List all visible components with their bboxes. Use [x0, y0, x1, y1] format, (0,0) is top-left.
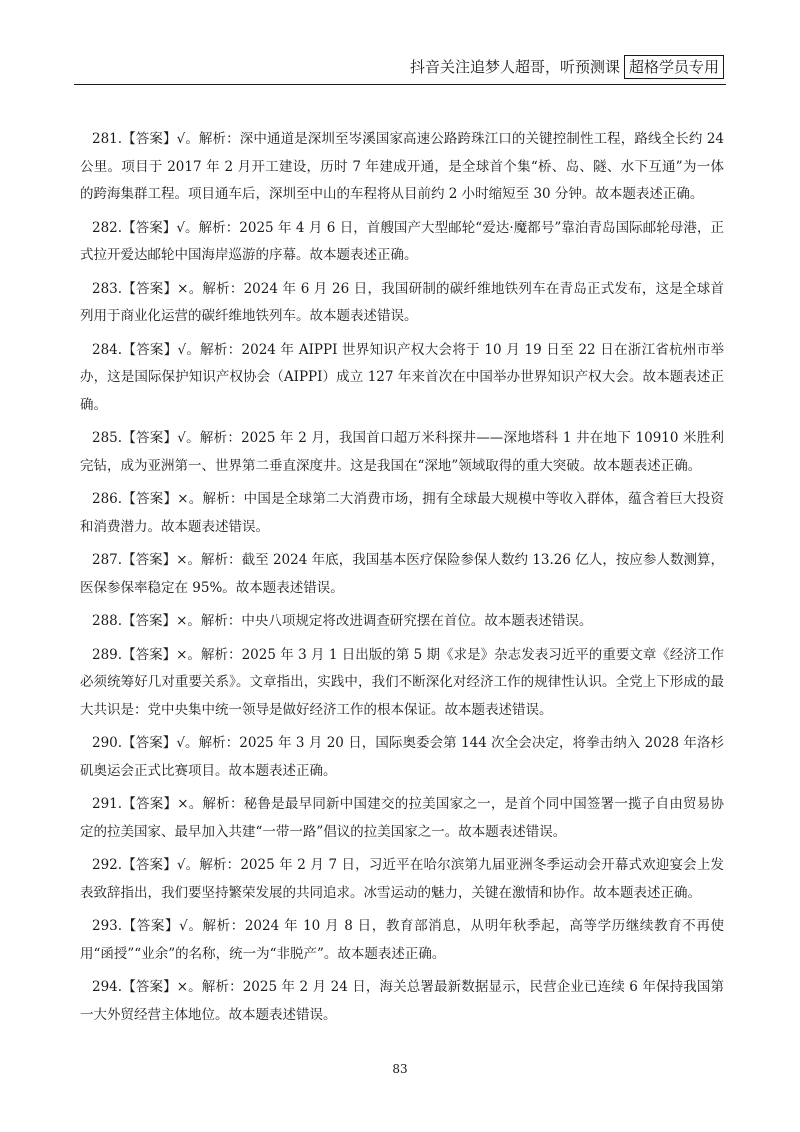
entry-number: 281.	[92, 131, 123, 147]
entry-answer-mark: ×	[177, 796, 189, 812]
entry-answer-tag: 【答案】	[122, 613, 177, 629]
entry-answer-tag: 【答案】	[122, 796, 178, 812]
entry-answer-tag: 【答案】	[122, 918, 180, 934]
entry-answer-tag: 【答案】	[122, 341, 178, 358]
entry-answer-tag: 【答案】	[122, 430, 178, 446]
entry-answer-mark: ×	[176, 552, 188, 568]
answer-entry	[80, 974, 724, 1029]
entry-answer-tag: 【答案】	[122, 857, 177, 873]
answer-entry	[80, 215, 724, 270]
page-number: 83	[392, 1062, 408, 1076]
entry-answer-tag: 【答案】	[122, 979, 177, 995]
entry-explanation: 。解析：2025 年 2 月 7 日，习近平在哈尔滨第九届亚洲冬季运动会开幕式欢迎宴会上发表致辞指出，我们要坚持繁荣发展的共同追求。冰雪运动的魅力，关键在激情和协作。故本题表述正确。	[80, 857, 725, 901]
header-badge: 超格学员专用	[624, 55, 724, 79]
entry-explanation: 。解析：2024 年 AIPPI 世界知识产权大会将于 10 月 19 日至 22 日在浙江省杭州市举办，这是国际保护知识产权协会（AIPPI）成立 127 年来首次在中国举办世界知识产权大会。故本题表述正确。	[80, 341, 725, 413]
entry-answer-mark: √	[176, 219, 185, 236]
entry-number: 293.	[92, 918, 123, 934]
entry-explanation: 。解析：截至 2024 年底，我国基本医疗保险参保人数约 13.26 亿人，按应参人数测算，医保参保率稳定在 95%。故本题表述错误。	[80, 552, 725, 596]
entry-number: 282.	[92, 219, 123, 236]
answer-entry	[80, 913, 724, 968]
entry-answer-mark: √	[177, 341, 187, 358]
entry-answer-mark: √	[176, 735, 185, 751]
answer-entry	[80, 276, 724, 331]
entry-answer-tag: 【答案】	[122, 280, 178, 297]
entry-number: 287.	[92, 552, 123, 568]
entry-explanation: 。解析：中央八项规定将改进调查研究摆在首位。故本题表述错误。	[187, 613, 593, 629]
entry-answer-tag: 【答案】	[122, 646, 177, 663]
entry-answer-tag: 【答案】	[122, 552, 177, 568]
entry-number: 286.	[92, 491, 123, 507]
entry-number: 292.	[92, 857, 123, 873]
header-text: 抖音关注追梦人超哥，听预测课	[409, 58, 620, 76]
entry-answer-tag: 【答案】	[122, 491, 178, 507]
entry-answer-mark: ×	[176, 979, 189, 995]
entry-explanation: 。解析：2025 年 3 月 1 日出版的第 5 期《求是》杂志发表习近平的重要文章《经济工作必须统筹好几对重要关系》。文章指出，实践中，我们不断深化对经济工作的规律性认识。全党上下形成的最大共识是：党中央集中统一领导是做好经济工作的根本保证。故本题表述错误。	[80, 646, 724, 718]
entry-number: 288.	[92, 613, 123, 629]
entry-number: 284.	[92, 341, 123, 358]
entry-answer-tag: 【答案】	[122, 735, 177, 751]
answer-entry	[80, 730, 724, 785]
entry-number: 283.	[92, 280, 123, 297]
answer-entry	[80, 425, 724, 480]
entry-explanation: 。解析：2025 年 2 月，我国首口超万米科探井——深地塔科 1 井在地下 10910 米胜利完钻，成为亚洲第一、世界第二垂直深度井。这是我国在“深地”领域取得的重大突破。故本题表述正确。	[80, 430, 724, 474]
entry-explanation: 。解析：中国是全球第二大消费市场，拥有全球最大规模中等收入群体，蕴含着巨大投资和消费潜力。故本题表述错误。	[80, 491, 725, 535]
answer-entry	[80, 337, 724, 420]
entry-answer-mark: ×	[177, 280, 189, 297]
entry-number: 289.	[92, 646, 123, 663]
entry-answer-mark: √	[176, 131, 186, 147]
entry-answer-mark: √	[177, 430, 186, 446]
entry-number: 290.	[92, 735, 123, 751]
page-header	[410, 55, 724, 79]
entry-answer-tag: 【答案】	[122, 131, 177, 147]
answer-entry	[80, 126, 724, 209]
entry-number: 294.	[92, 979, 123, 995]
answer-entry	[80, 791, 724, 846]
entry-answer-mark: √	[179, 918, 188, 934]
entry-answer-mark: ×	[176, 646, 188, 663]
entry-explanation: 。解析：2025 年 2 月 24 日，海关总署最新数据显示，民营企业已连续 6 年保持我国第一大外贸经营主体地位。故本题表述错误。	[80, 979, 724, 1023]
answer-entry	[80, 852, 724, 907]
answer-entry	[80, 547, 724, 602]
entry-number: 285.	[92, 430, 123, 446]
answer-list	[80, 126, 724, 1035]
entry-answer-tag: 【答案】	[122, 219, 177, 236]
entry-explanation: 。解析：深中通道是深圳至岑溪国家高速公路跨珠江口的关键控制性工程，路线全长约 24 公里。项目于 2017 年 2 月开工建设，历时 7 年建成开通，是全球首个集“桥、岛、隧、水下互通”为一体的跨海集群工程。项目通车后，深圳至中山的车程将从目前约 2 小时缩短至 30 分钟。故本题表述正确。	[80, 131, 725, 202]
entry-explanation: 。解析：2024 年 6 月 26 日，我国研制的碳纤维地铁列车在青岛正式发布，这是全球首列用于商业化运营的碳纤维地铁列车。故本题表述错误。	[80, 280, 724, 324]
header-divider	[74, 84, 726, 85]
entry-answer-mark: ×	[176, 613, 188, 629]
answer-entry	[80, 608, 724, 636]
entry-explanation: 。解析：2025 年 3 月 20 日，国际奥委会第 144 次全会决定，将拳击纳入 2028 年洛杉矶奥运会正式比赛项目。故本题表述正确。	[80, 735, 724, 779]
answer-entry	[80, 642, 724, 725]
entry-answer-mark: ×	[177, 491, 189, 507]
entry-explanation: 。解析：2025 年 4 月 6 日，首艘国产大型邮轮“爱达·魔都号”靠泊青岛国际邮轮母港，正式拉开爱达邮轮中国海岸巡游的序幕。故本题表述正确。	[80, 219, 725, 263]
entry-explanation: 。解析：2024 年 10 月 8 日，教育部消息，从明年秋季起，高等学历继续教育不再使用“函授”“业余”的名称，统一为“非脱产”。故本题表述正确。	[80, 918, 724, 962]
entry-explanation: 。解析：秘鲁是最早同新中国建交的拉美国家之一，是首个同中国签署一揽子自由贸易协定的拉美国家、最早加入共建“一带一路”倡议的拉美国家之一。故本题表述错误。	[80, 796, 725, 840]
answer-entry	[80, 486, 724, 541]
entry-answer-mark: √	[176, 857, 186, 873]
entry-number: 291.	[92, 796, 123, 812]
